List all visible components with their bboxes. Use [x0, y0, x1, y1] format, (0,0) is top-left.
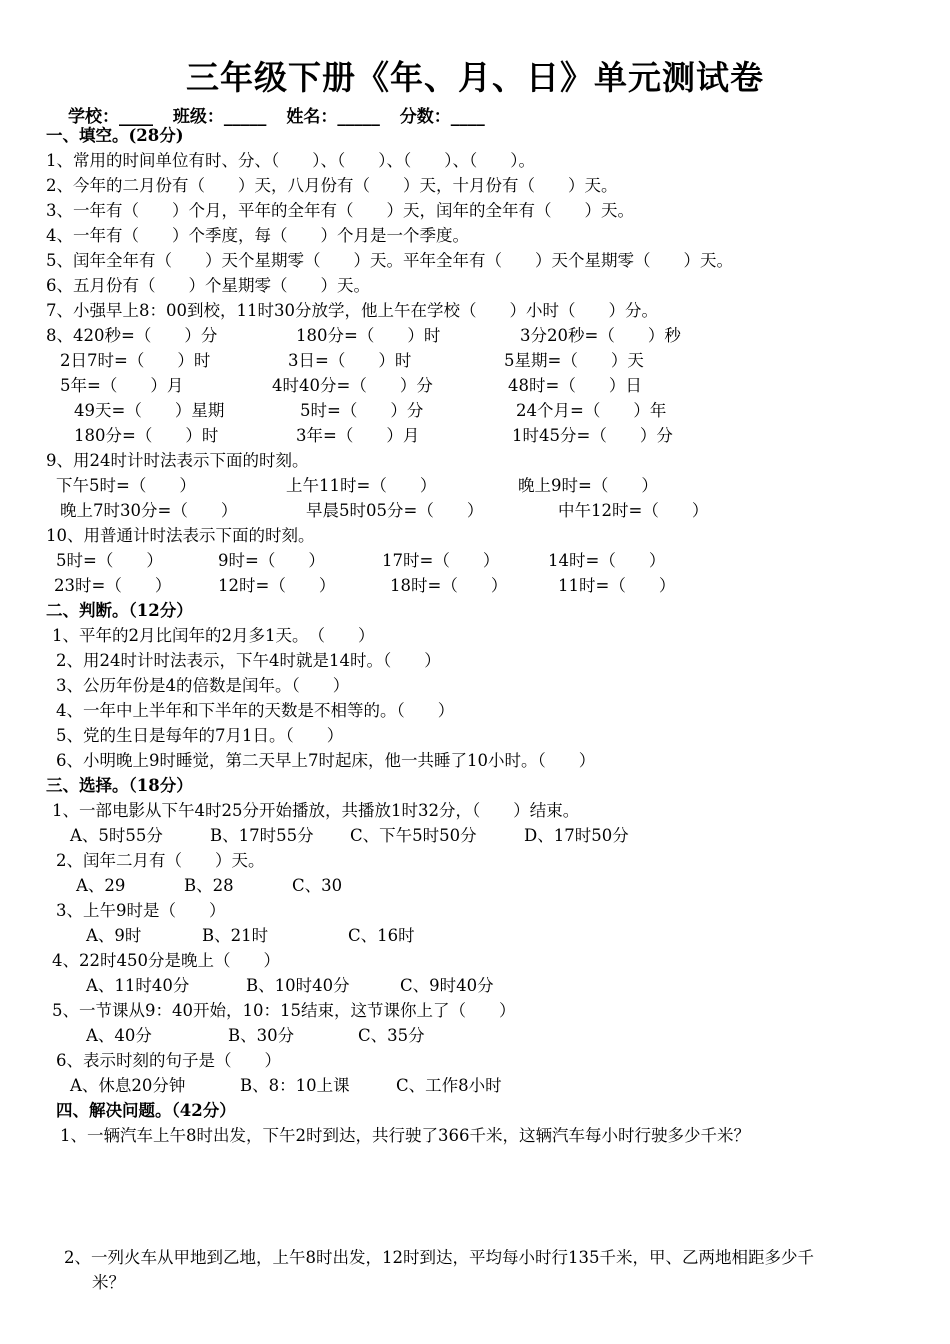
time-item: 23时=（ ） [54, 576, 172, 595]
judge-item: 3、公历年份是4的倍数是闰年。（ ） [56, 676, 350, 695]
time-item: 晚上7时30分=（ ） [60, 501, 238, 520]
fill-q1: 1、常用的时间单位有时、分、（ ）、（ ）、（ ）、（ ）。 [46, 151, 535, 170]
conversion-item: 8、420秒=（ ）分 [46, 326, 218, 345]
conversion-item: 3分20秒=（ ）秒 [520, 326, 681, 345]
choice-option: C、下午5时50分 [350, 826, 477, 845]
time-item: 中午12时=（ ） [558, 501, 709, 520]
school-field: 学校：____ [68, 107, 153, 127]
choice-question: 6、表示时刻的句子是（ ） [56, 1051, 281, 1070]
score-field: 分数：____ [399, 107, 485, 127]
choice-option: A、休息20分钟 [70, 1076, 186, 1095]
choice-option: C、16时 [348, 926, 415, 945]
solve-problem-1: 1、一辆汽车上午8时出发，下午2时到达，共行驶了366千米，这辆汽车每小时行驶多少千米？ [60, 1126, 750, 1145]
judge-item: 2、用24时计时法表示，下午4时就是14时。（ ） [56, 651, 441, 670]
section-choice-heading: 三、选择。（18分） [46, 776, 193, 795]
name-field: 姓名：_____ [286, 107, 380, 127]
time-item: 早晨5时05分=（ ） [306, 501, 484, 520]
time-item: 5时=（ ） [56, 551, 163, 570]
solve-problem-2-cont: 米？ [92, 1273, 125, 1292]
choice-question: 5、一节课从9：40开始，10：15结束，这节课你上了（ ） [52, 1001, 516, 1020]
conversion-item: 24个月=（ ）年 [516, 401, 667, 420]
choice-question: 1、一部电影从下午4时25分开始播放，共播放1时32分，（ ）结束。 [52, 801, 580, 820]
choice-option: B、28 [184, 876, 234, 895]
choice-question: 3、上午9时是（ ） [56, 901, 226, 920]
fill-q7: 7、小强早上8：00到校，11时30分放学，他上午在学校（ ）小时（ ）分。 [46, 301, 658, 320]
conversion-item: 1时45分=（ ）分 [512, 426, 673, 445]
choice-option: C、35分 [358, 1026, 425, 1045]
conversion-item: 3年=（ ）月 [296, 426, 420, 445]
choice-option: B、10时40分 [246, 976, 350, 995]
conversion-item: 49天=（ ）星期 [74, 401, 225, 420]
fill-q3: 3、一年有（ ）个月，平年的全年有（ ）天，闰年的全年有（ ）天。 [46, 201, 634, 220]
judge-item: 6、小明晚上9时睡觉，第二天早上7时起床，他一共睡了10小时。（ ） [56, 751, 596, 770]
fill-q5: 5、闰年全年有（ ）天个星期零（ ）天。平年全年有（ ）天个星期零（ ）天。 [46, 251, 733, 270]
conversion-item: 5星期=（ ）天 [504, 351, 644, 370]
time-item: 上午11时=（ ） [286, 476, 437, 495]
conversion-item: 3日=（ ）时 [288, 351, 412, 370]
time-item: 14时=（ ） [548, 551, 666, 570]
time-item: 下午5时=（ ） [56, 476, 196, 495]
conversion-item: 2日7时=（ ）时 [60, 351, 211, 370]
time-item: 晚上9时=（ ） [518, 476, 658, 495]
choice-option: C、9时40分 [400, 976, 494, 995]
choice-option: A、5时55分 [70, 826, 163, 845]
fill-q2: 2、今年的二月份有（ ）天，八月份有（ ）天，十月份有（ ）天。 [46, 176, 618, 195]
time-item: 11时=（ ） [558, 576, 676, 595]
choice-option: A、9时 [86, 926, 142, 945]
choice-option: B、17时55分 [210, 826, 314, 845]
choice-option: B、8：10上课 [240, 1076, 350, 1095]
time-item: 17时=（ ） [382, 551, 500, 570]
choice-option: B、21时 [202, 926, 269, 945]
solve-problem-2: 2、一列火车从甲地到乙地，上午8时出发，12时到达，平均每小时行135千米，甲、乙两地相距多少千 [64, 1248, 814, 1267]
class-field: 班级：_____ [172, 107, 267, 127]
choice-question: 2、闰年二月有（ ）天。 [56, 851, 265, 870]
choice-option: A、11时40分 [86, 976, 190, 995]
choice-option: A、29 [76, 876, 126, 895]
choice-option: B、30分 [228, 1026, 295, 1045]
conversion-item: 180分=（ ）时 [296, 326, 441, 345]
choice-option: D、17时50分 [524, 826, 629, 845]
fill-q9: 9、用24时计时法表示下面的时刻。 [46, 451, 309, 470]
fill-q6: 6、五月份有（ ）个星期零（ ）天。 [46, 276, 370, 295]
judge-item: 1、平年的2月比闰年的2月多1天。 （ ） [52, 626, 375, 645]
time-item: 9时=（ ） [218, 551, 325, 570]
conversion-item: 5年=（ ）月 [60, 376, 184, 395]
section-judge-heading: 二、判断。（12分） [46, 601, 193, 620]
choice-option: C、30 [292, 876, 343, 895]
section-solve-heading: 四、解决问题。（42分） [56, 1101, 236, 1120]
conversion-item: 5时=（ ）分 [300, 401, 424, 420]
judge-item: 5、党的生日是每年的7月1日。（ ） [56, 726, 344, 745]
fill-q10: 10、用普通计时法表示下面的时刻。 [46, 526, 315, 545]
time-item: 12时=（ ） [218, 576, 336, 595]
time-item: 18时=（ ） [390, 576, 508, 595]
choice-question: 4、22时450分是晚上（ ） [52, 951, 280, 970]
judge-item: 4、一年中上半年和下半年的天数是不相等的。（ ） [56, 701, 455, 720]
section-fill-heading: 一、填空。(28分) [46, 126, 184, 145]
conversion-item: 4时40分=（ ）分 [272, 376, 433, 395]
page-title: 三年级下册《年、月、日》单元测试卷 [186, 58, 764, 97]
choice-option: A、40分 [86, 1026, 152, 1045]
conversion-item: 180分=（ ）时 [74, 426, 219, 445]
fill-q4: 4、一年有（ ）个季度，每（ ）个月是一个季度。 [46, 226, 469, 245]
conversion-item: 48时=（ ）日 [508, 376, 642, 395]
choice-option: C、工作8小时 [396, 1076, 502, 1095]
